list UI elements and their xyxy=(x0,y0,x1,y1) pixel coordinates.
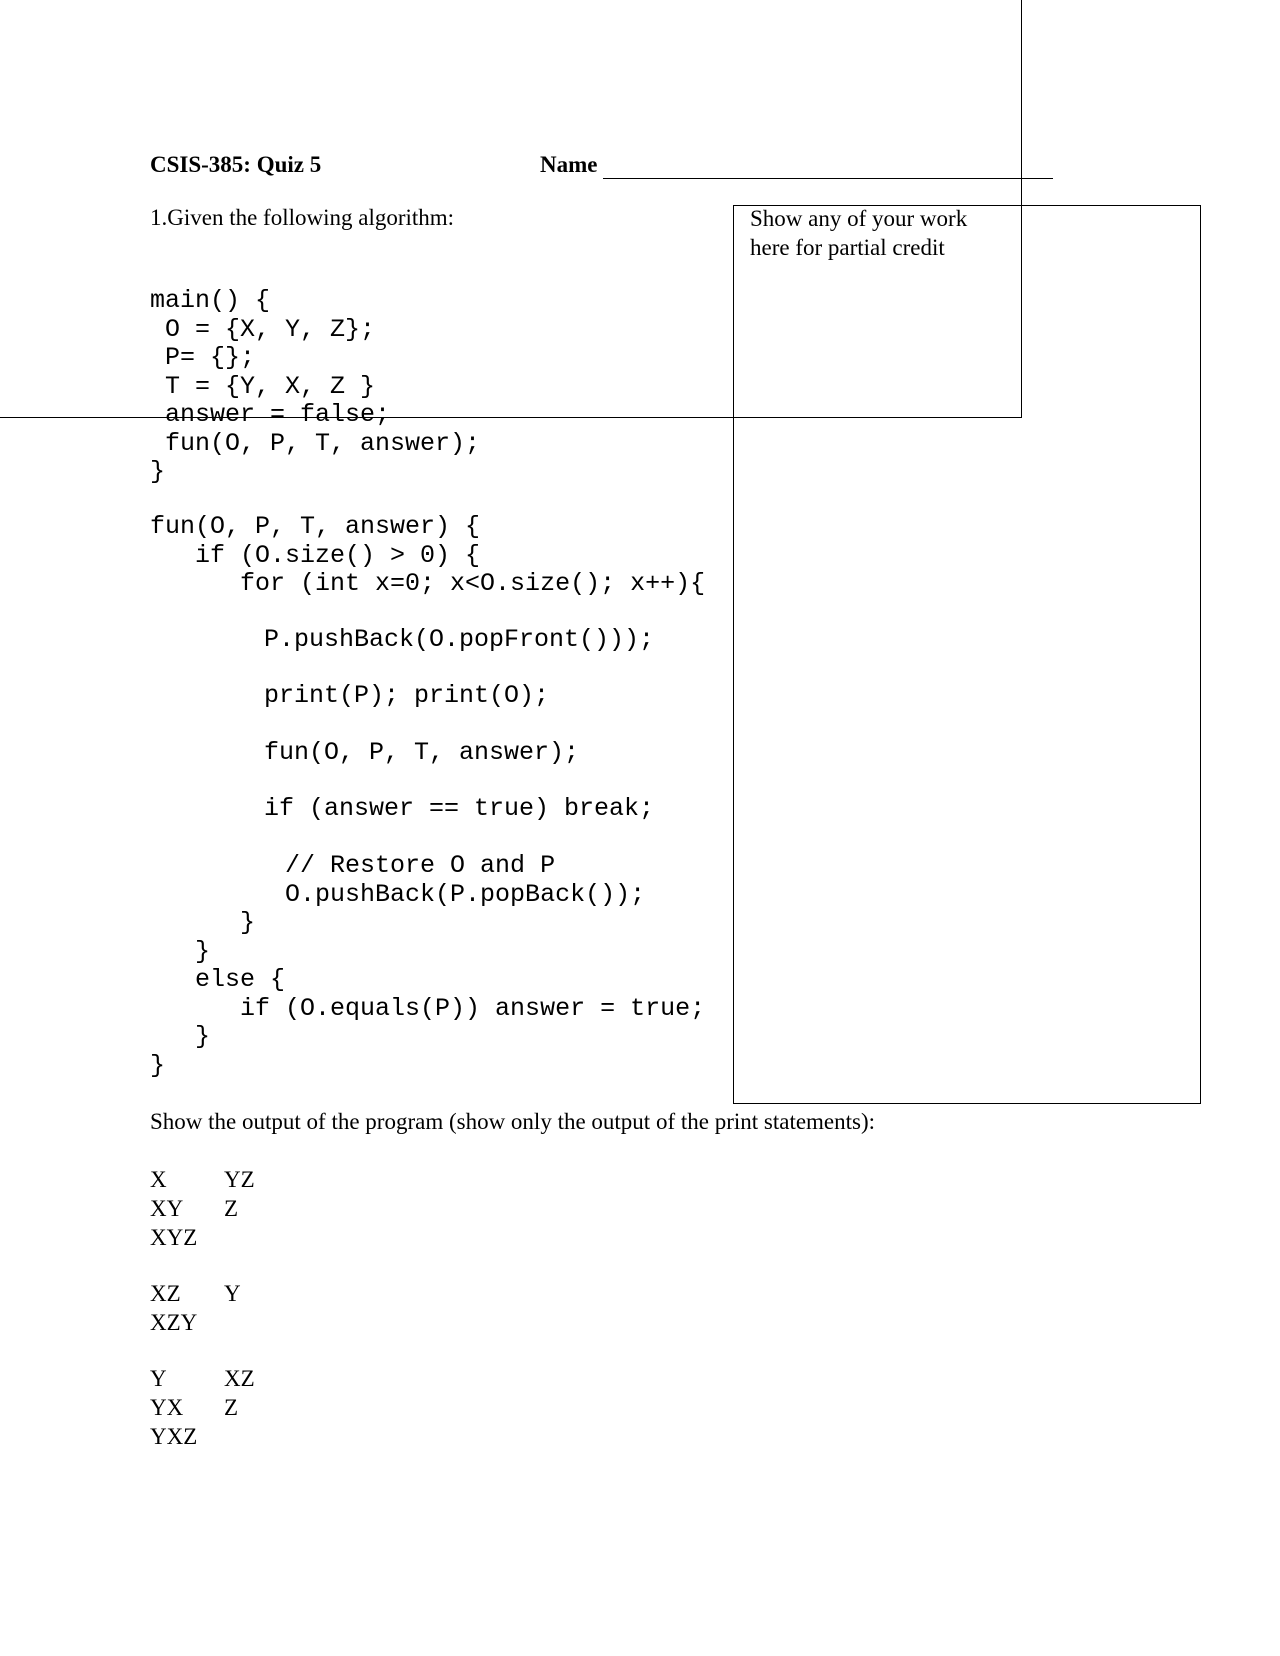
output-printed-o: Y xyxy=(224,1281,241,1306)
output-printed-o: Z xyxy=(224,1395,239,1420)
output-row xyxy=(150,1165,350,1194)
main-code-block: main() { O = {X, Y, Z}; P= {}; T = {Y, X, Z } answer = false; fun(O, P, T, answer); } xyxy=(150,286,481,486)
output-printed-p: Y xyxy=(150,1366,167,1391)
output-group-1 xyxy=(150,1165,350,1252)
output-printed-p: XY xyxy=(150,1196,184,1221)
annotation-vertical-line xyxy=(1021,0,1022,418)
output-printed-o: YZ xyxy=(224,1167,255,1192)
output-printed-p: YX xyxy=(150,1395,184,1420)
output-printed-p: X xyxy=(150,1167,167,1192)
output-row xyxy=(150,1194,350,1223)
output-row xyxy=(150,1223,350,1252)
work-area-label-line1: Show any of your work xyxy=(750,206,968,231)
question-prompt: 1.Given the following algorithm: xyxy=(150,205,455,230)
name-field-line[interactable] xyxy=(603,178,1053,179)
output-row xyxy=(150,1308,350,1337)
output-printed-p: XZY xyxy=(150,1310,198,1335)
fun-line-push: P.pushBack(O.popFront())); xyxy=(264,625,655,654)
work-area-label xyxy=(750,204,967,262)
fun-line-recurse: fun(O, P, T, answer); xyxy=(264,738,580,767)
quiz-title: CSIS-385: Quiz 5 xyxy=(150,152,322,177)
fun-line-print: print(P); print(O); xyxy=(264,681,550,710)
output-group-2 xyxy=(150,1279,350,1337)
output-row xyxy=(150,1279,350,1308)
output-prompt: Show the output of the program (show only the output of the print statements): xyxy=(150,1109,876,1134)
name-label: Name xyxy=(540,152,598,177)
output-printed-p: XYZ xyxy=(150,1225,198,1250)
output-printed-p: YXZ xyxy=(150,1424,198,1449)
fun-line-break: if (answer == true) break; xyxy=(264,794,655,823)
output-row xyxy=(150,1364,350,1393)
output-row xyxy=(150,1393,350,1422)
work-area-label-line2: here for partial credit xyxy=(750,235,945,260)
output-printed-o: Z xyxy=(224,1196,239,1221)
output-printed-o: XZ xyxy=(224,1366,255,1391)
output-printed-p: XZ xyxy=(150,1281,181,1306)
work-area-box[interactable] xyxy=(733,205,1201,1104)
fun-code-head: fun(O, P, T, answer) { if (O.size() > 0) { for (int x=0; x<O.size(); x++){ xyxy=(150,512,706,598)
output-group-3 xyxy=(150,1364,350,1451)
output-row xyxy=(150,1422,350,1451)
fun-code-tail: // Restore O and P O.pushBack(P.popBack()); } } else { if (O.equals(P)) answer = true; } } xyxy=(150,851,706,1080)
